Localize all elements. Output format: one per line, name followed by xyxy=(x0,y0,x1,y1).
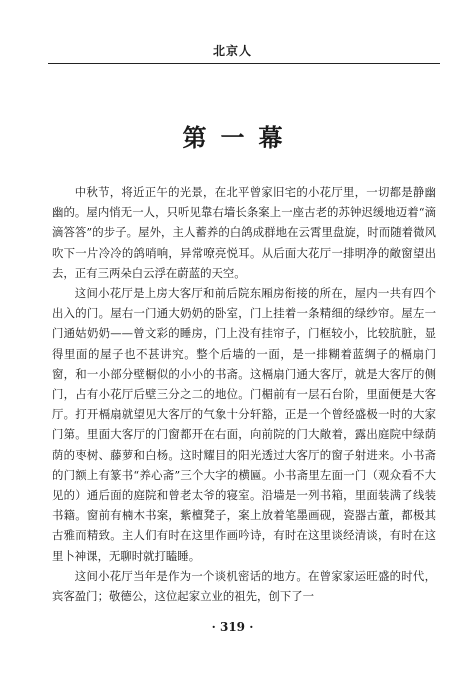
running-header-title: 北京人 xyxy=(212,44,252,58)
page-number: · 319 · xyxy=(211,620,254,634)
paragraph-2: 这间小花厅是上房大客厅和前后院东厢房衔接的所在，屋内一共有四个出入的门。屋右一门通大奶奶的卧室，门上挂着一条精细的绿纱帘。屋左一门通姑奶奶——曾文彩的睡房，门上没有挂帘子，门框较小，比较肮脏，显得里面的屋子也不甚讲究。整个后墙的一面，是一排糊着蓝绸子的槅扇门窗，和一小部分壁橱似的小小的书斋。这槅扇门通大客厅，就是大客厅的侧门，占有小花厅后壁三分之二的地位。门楣前有一层石台阶，里面便是大客厅。打开槅扇就望见大客厅的气象十分轩豁，正是一个曾经盛极一时的大家门第。里面大客厅的门窗都开在右面，向前院的门大敞着，露出庭院中绿荫荫的枣树、藤萝和白杨。这时耀目的阳光透过大客厅的窗子射进来。小书斋的门额上有篆书“养心斋”三个大字的横匾。小书斋里左面一门（观众看不大见的）通后面的庭院和曾老太爷的寝室。沿墙是一列书箱，里面装满了线装书籍。窗前有楠木书案，紫檀凳子，案上放着笔墨画砚，瓷器古董，都极其古雅而精致。主人们有时在这里作画吟诗，有时在这里谈经清谈，有时在这里卜神课，无聊时就打瞌睡。 xyxy=(52,286,436,563)
paragraph-1: 中秋节，将近正午的光景，在北平曾家旧宅的小花厅里，一切都是静幽幽的。屋内悄无一人，只听见靠右墙长条案上一座古老的苏钟迟缓地迈着“滴滴答答”的步子。屋外，主人蓄养的白鸽成群地在云霄里盘旋，时而随着微风吹下一片冷冷的鸽哨响，异常嘹亮悦耳。从后面大花厅一排明净的敞窗望出去，正有三两朵白云浮在蔚蓝的天空。 xyxy=(52,185,436,280)
header-rule xyxy=(48,63,440,64)
paragraph-3: 这间小花厅当年是作为一个谈机密话的地方。在曾家家运旺盛的时代，宾客盈门；敬德公，这位起家立业的祖先，创下了一 xyxy=(52,568,436,604)
chapter-title: 第一幕 xyxy=(182,123,297,152)
body-text xyxy=(52,182,436,606)
